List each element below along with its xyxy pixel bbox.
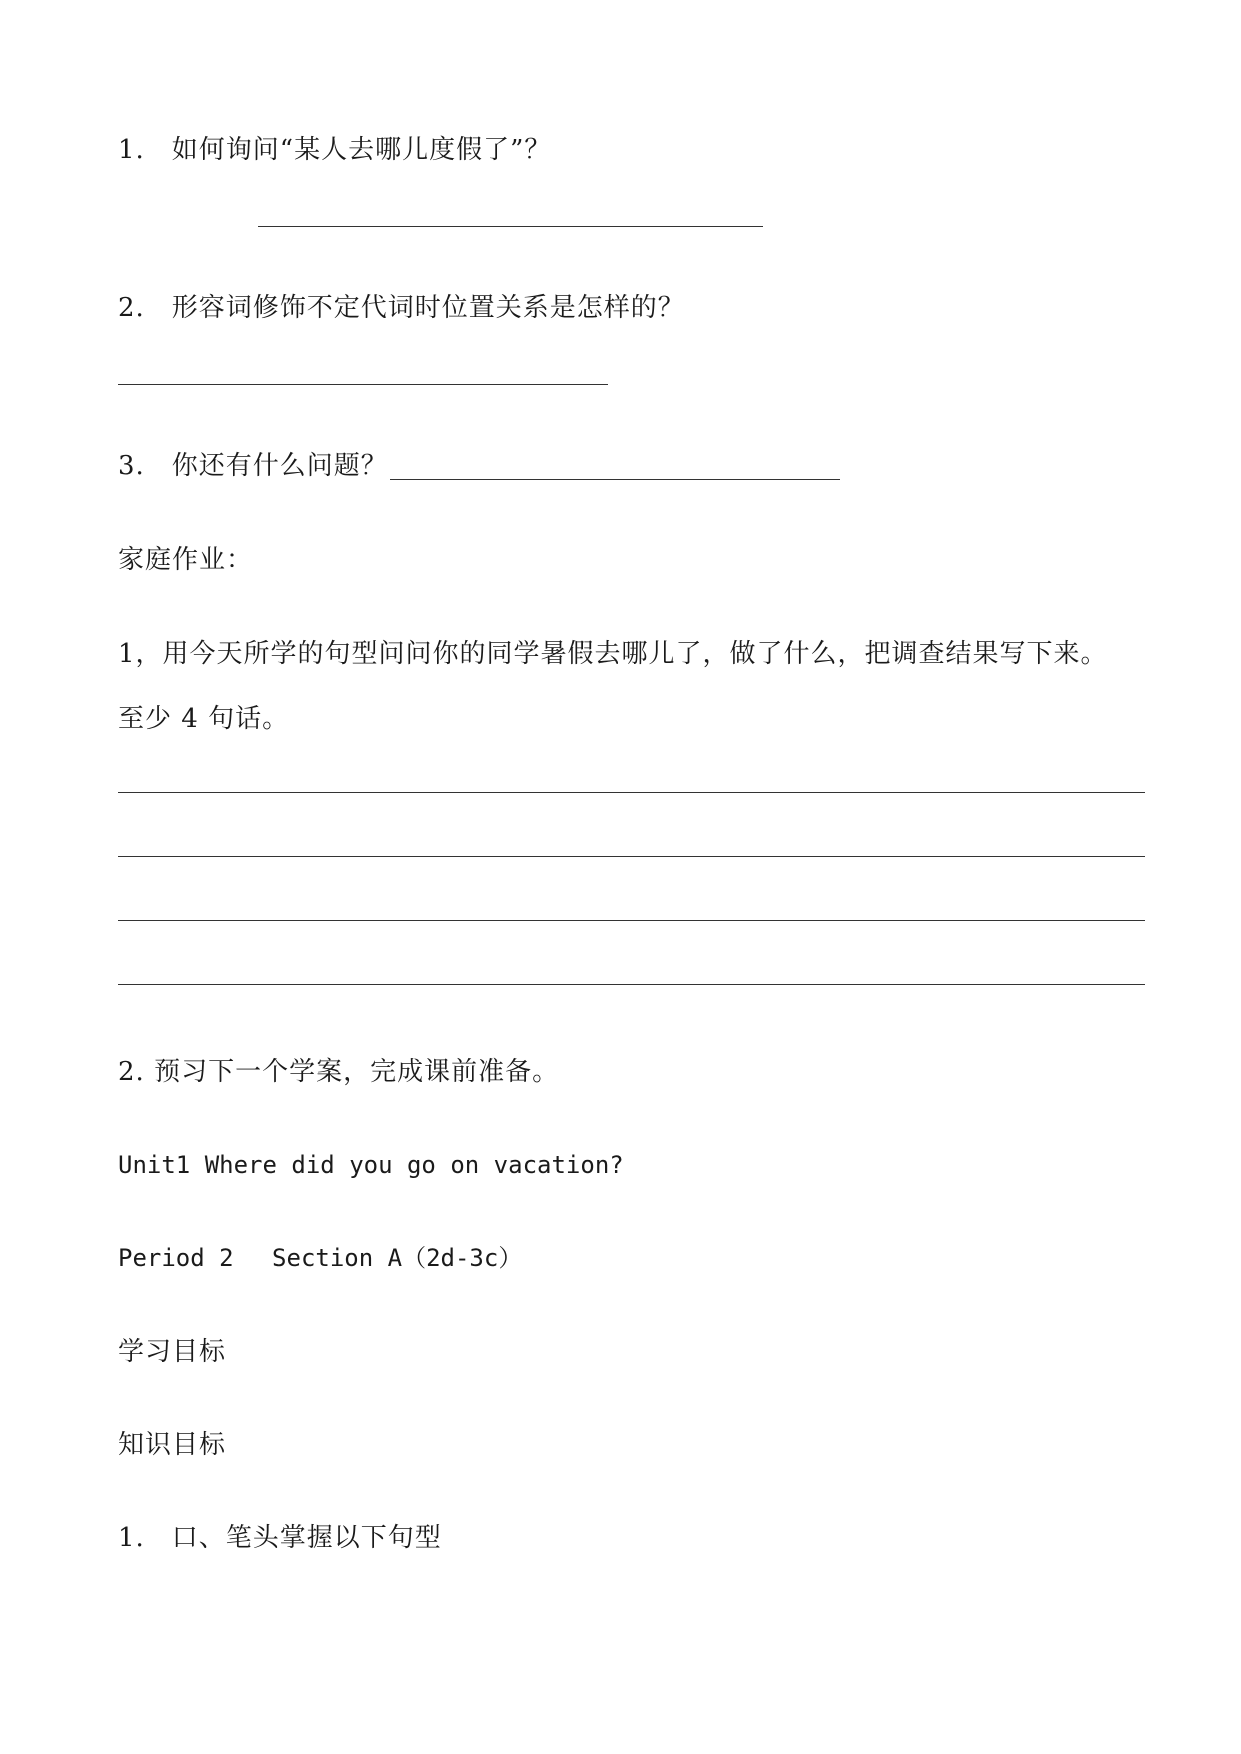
knowledge-heading: 知识目标 xyxy=(118,1430,227,1460)
question-3 xyxy=(118,449,840,483)
homework-heading: 家庭作业： xyxy=(118,545,254,575)
writing-line-2 xyxy=(118,856,1145,857)
question-2: 2. 形容词修饰不定代词时位置关系是怎样的？ xyxy=(118,293,685,323)
objectives-heading: 学习目标 xyxy=(118,1337,227,1367)
homework-task-2: 2. 预习下一个学案，完成课前准备。 xyxy=(118,1057,560,1087)
answer-line-2 xyxy=(118,384,608,385)
period-section: Period 2 Section A（2d-3c） xyxy=(118,1244,523,1272)
answer-line-3 xyxy=(390,479,840,480)
question-3-text: 3. 你还有什么问题？ xyxy=(118,451,388,481)
writing-line-4 xyxy=(118,984,1145,985)
knowledge-item-1: 1. 口、笔头掌握以下句型 xyxy=(118,1523,442,1553)
question-1: 1. 如何询问“某人去哪儿度假了”？ xyxy=(118,135,552,165)
answer-line-1 xyxy=(258,226,763,227)
homework-task-1: 1，用今天所学的句型问问你的同学暑假去哪儿了，做了什么，把调查结果写下来。 xyxy=(118,639,1108,669)
writing-line-1 xyxy=(118,792,1145,793)
homework-task-1-continued: 至少 4 句话。 xyxy=(118,704,290,734)
unit-title: Unit1 Where did you go on vacation? xyxy=(118,1151,624,1179)
writing-line-3 xyxy=(118,920,1145,921)
